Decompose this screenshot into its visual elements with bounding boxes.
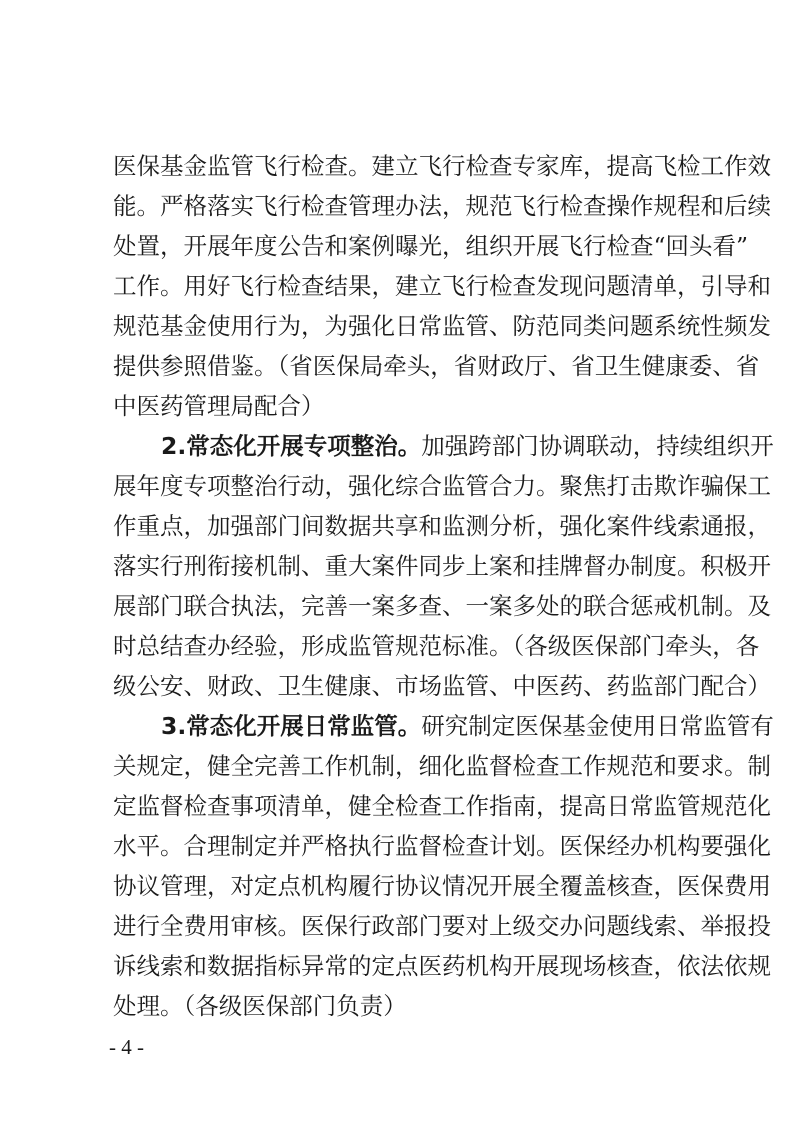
text-line: 提供参照借鉴。（省医保局牵头，省财政厅、省卫生健康委、省 — [113, 352, 760, 380]
text-line: 处置，开展年度公告和案例曝光，组织开展飞行检查“回头看” — [113, 232, 749, 260]
text-line: 落实行刑衔接机制、重大案件同步上案和挂牌督办制度。积极开 — [113, 552, 771, 580]
text-line: 进行全费用审核。医保行政部门要对上级交办问题线索、举报投 — [113, 912, 771, 940]
text-run: 研究制定医保基金使用日常监管有 — [421, 712, 774, 740]
text-line — [161, 426, 774, 466]
text-run: 加强跨部门协调联动，持续组织开 — [421, 432, 774, 460]
text-line: 关规定，健全完善工作机制，细化监督检查工作规范和要求。制 — [113, 752, 771, 780]
text-line: 作重点，加强部门间数据共享和监测分析，强化案件线索通报， — [113, 512, 771, 540]
text-line: 级公安、财政、卫生健康、市场监管、中医药、药监部门配合） — [113, 672, 771, 700]
text-line: 能。严格落实飞行检查管理办法，规范飞行检查操作规程和后续 — [113, 192, 771, 220]
text-line: 展部门联合执法，完善一案多查、一案多处的联合惩戒机制。及 — [113, 592, 771, 620]
text-line: 处理。（各级医保部门负责） — [113, 992, 407, 1020]
text-line: 诉线索和数据指标异常的定点医药机构开展现场核查，依法依规 — [113, 952, 771, 980]
section-heading: 2.常态化开展专项整治。 — [161, 432, 422, 460]
text-line: 时总结查办经验，形成监管规范标准。（各级医保部门牵头，各 — [113, 632, 760, 660]
text-line: 展年度专项整治行动，强化综合监管合力。聚焦打击欺诈骗保工 — [113, 472, 771, 500]
page-number: - 4 - — [109, 1035, 144, 1059]
text-line: 规范基金使用行为，为强化日常监管、防范同类问题系统性频发 — [113, 312, 771, 340]
text-line: 医保基金监管飞行检查。建立飞行检查专家库，提高飞检工作效 — [113, 152, 771, 180]
text-line: 工作。用好飞行检查结果，建立飞行检查发现问题清单，引导和 — [113, 272, 771, 300]
section-heading: 3.常态化开展日常监管。 — [161, 712, 422, 740]
text-line: 水平。合理制定并严格执行监督检查计划。医保经办机构要强化 — [113, 832, 771, 860]
text-line: 定监督检查事项清单，健全检查工作指南，提高日常监管规范化 — [113, 792, 771, 820]
text-line: 协议管理，对定点机构履行协议情况开展全覆盖核查，医保费用 — [113, 872, 771, 900]
text-line — [161, 706, 774, 746]
text-line: 中医药管理局配合） — [113, 392, 325, 420]
